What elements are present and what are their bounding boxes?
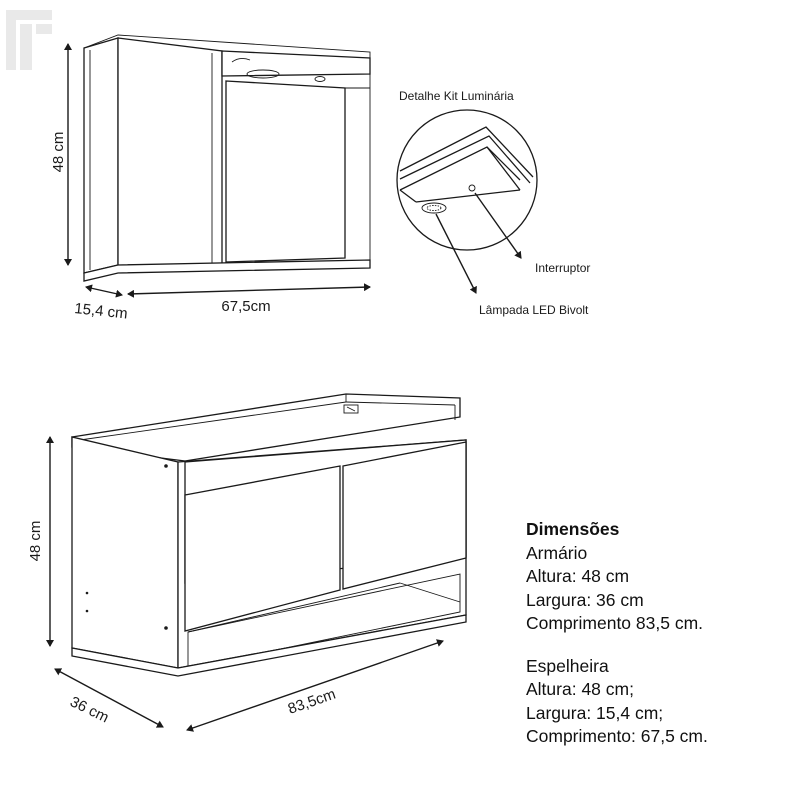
dimensions-panel: [526, 518, 708, 749]
vanity-depth-label: 36 cm: [67, 693, 112, 727]
cabinet-height-spec: Altura: 48 cm: [526, 566, 630, 586]
vanity-depth-arrow: [55, 669, 163, 727]
mirror-depth-label: 15,4 cm: [73, 300, 129, 323]
vanity-width-label: 83,5cm: [285, 685, 338, 718]
cabinet-heading: Armário: [526, 542, 588, 563]
mirror-length-spec: Comprimento: 67,5 cm.: [526, 726, 708, 746]
light-kit-detail: [397, 110, 537, 250]
vanity-cabinet-drawing: [72, 394, 466, 676]
mirror-width-arrow: [128, 287, 370, 294]
mirror-height-label: 48 cm: [50, 131, 67, 173]
mirror-cabinet-drawing: [84, 35, 370, 281]
mirror-heading: Espelheira: [526, 655, 609, 676]
mirror-width-spec: Largura: 15,4 cm;: [526, 702, 664, 723]
brand-logo: [6, 10, 52, 70]
switch-label: Interruptor: [535, 261, 591, 275]
mirror-depth-arrow: [86, 287, 122, 295]
dimensions-title: Dimensões: [526, 519, 620, 539]
switch-icon: [469, 185, 475, 191]
cabinet-width-spec: Largura: 36 cm: [526, 589, 644, 610]
mirror-height-spec: Altura: 48 cm;: [526, 679, 634, 699]
led-lamp-icon: [422, 203, 446, 213]
lamp-pointer: [436, 214, 476, 293]
cabinet-length-spec: Comprimento 83,5 cm.: [526, 613, 704, 633]
lamp-label: Lâmpada LED Bivolt: [479, 303, 589, 317]
mirror-width-label: 67,5cm: [221, 298, 271, 315]
light-kit-title: Detalhe Kit Luminária: [399, 89, 514, 103]
vanity-height-label: 48 cm: [27, 520, 44, 562]
